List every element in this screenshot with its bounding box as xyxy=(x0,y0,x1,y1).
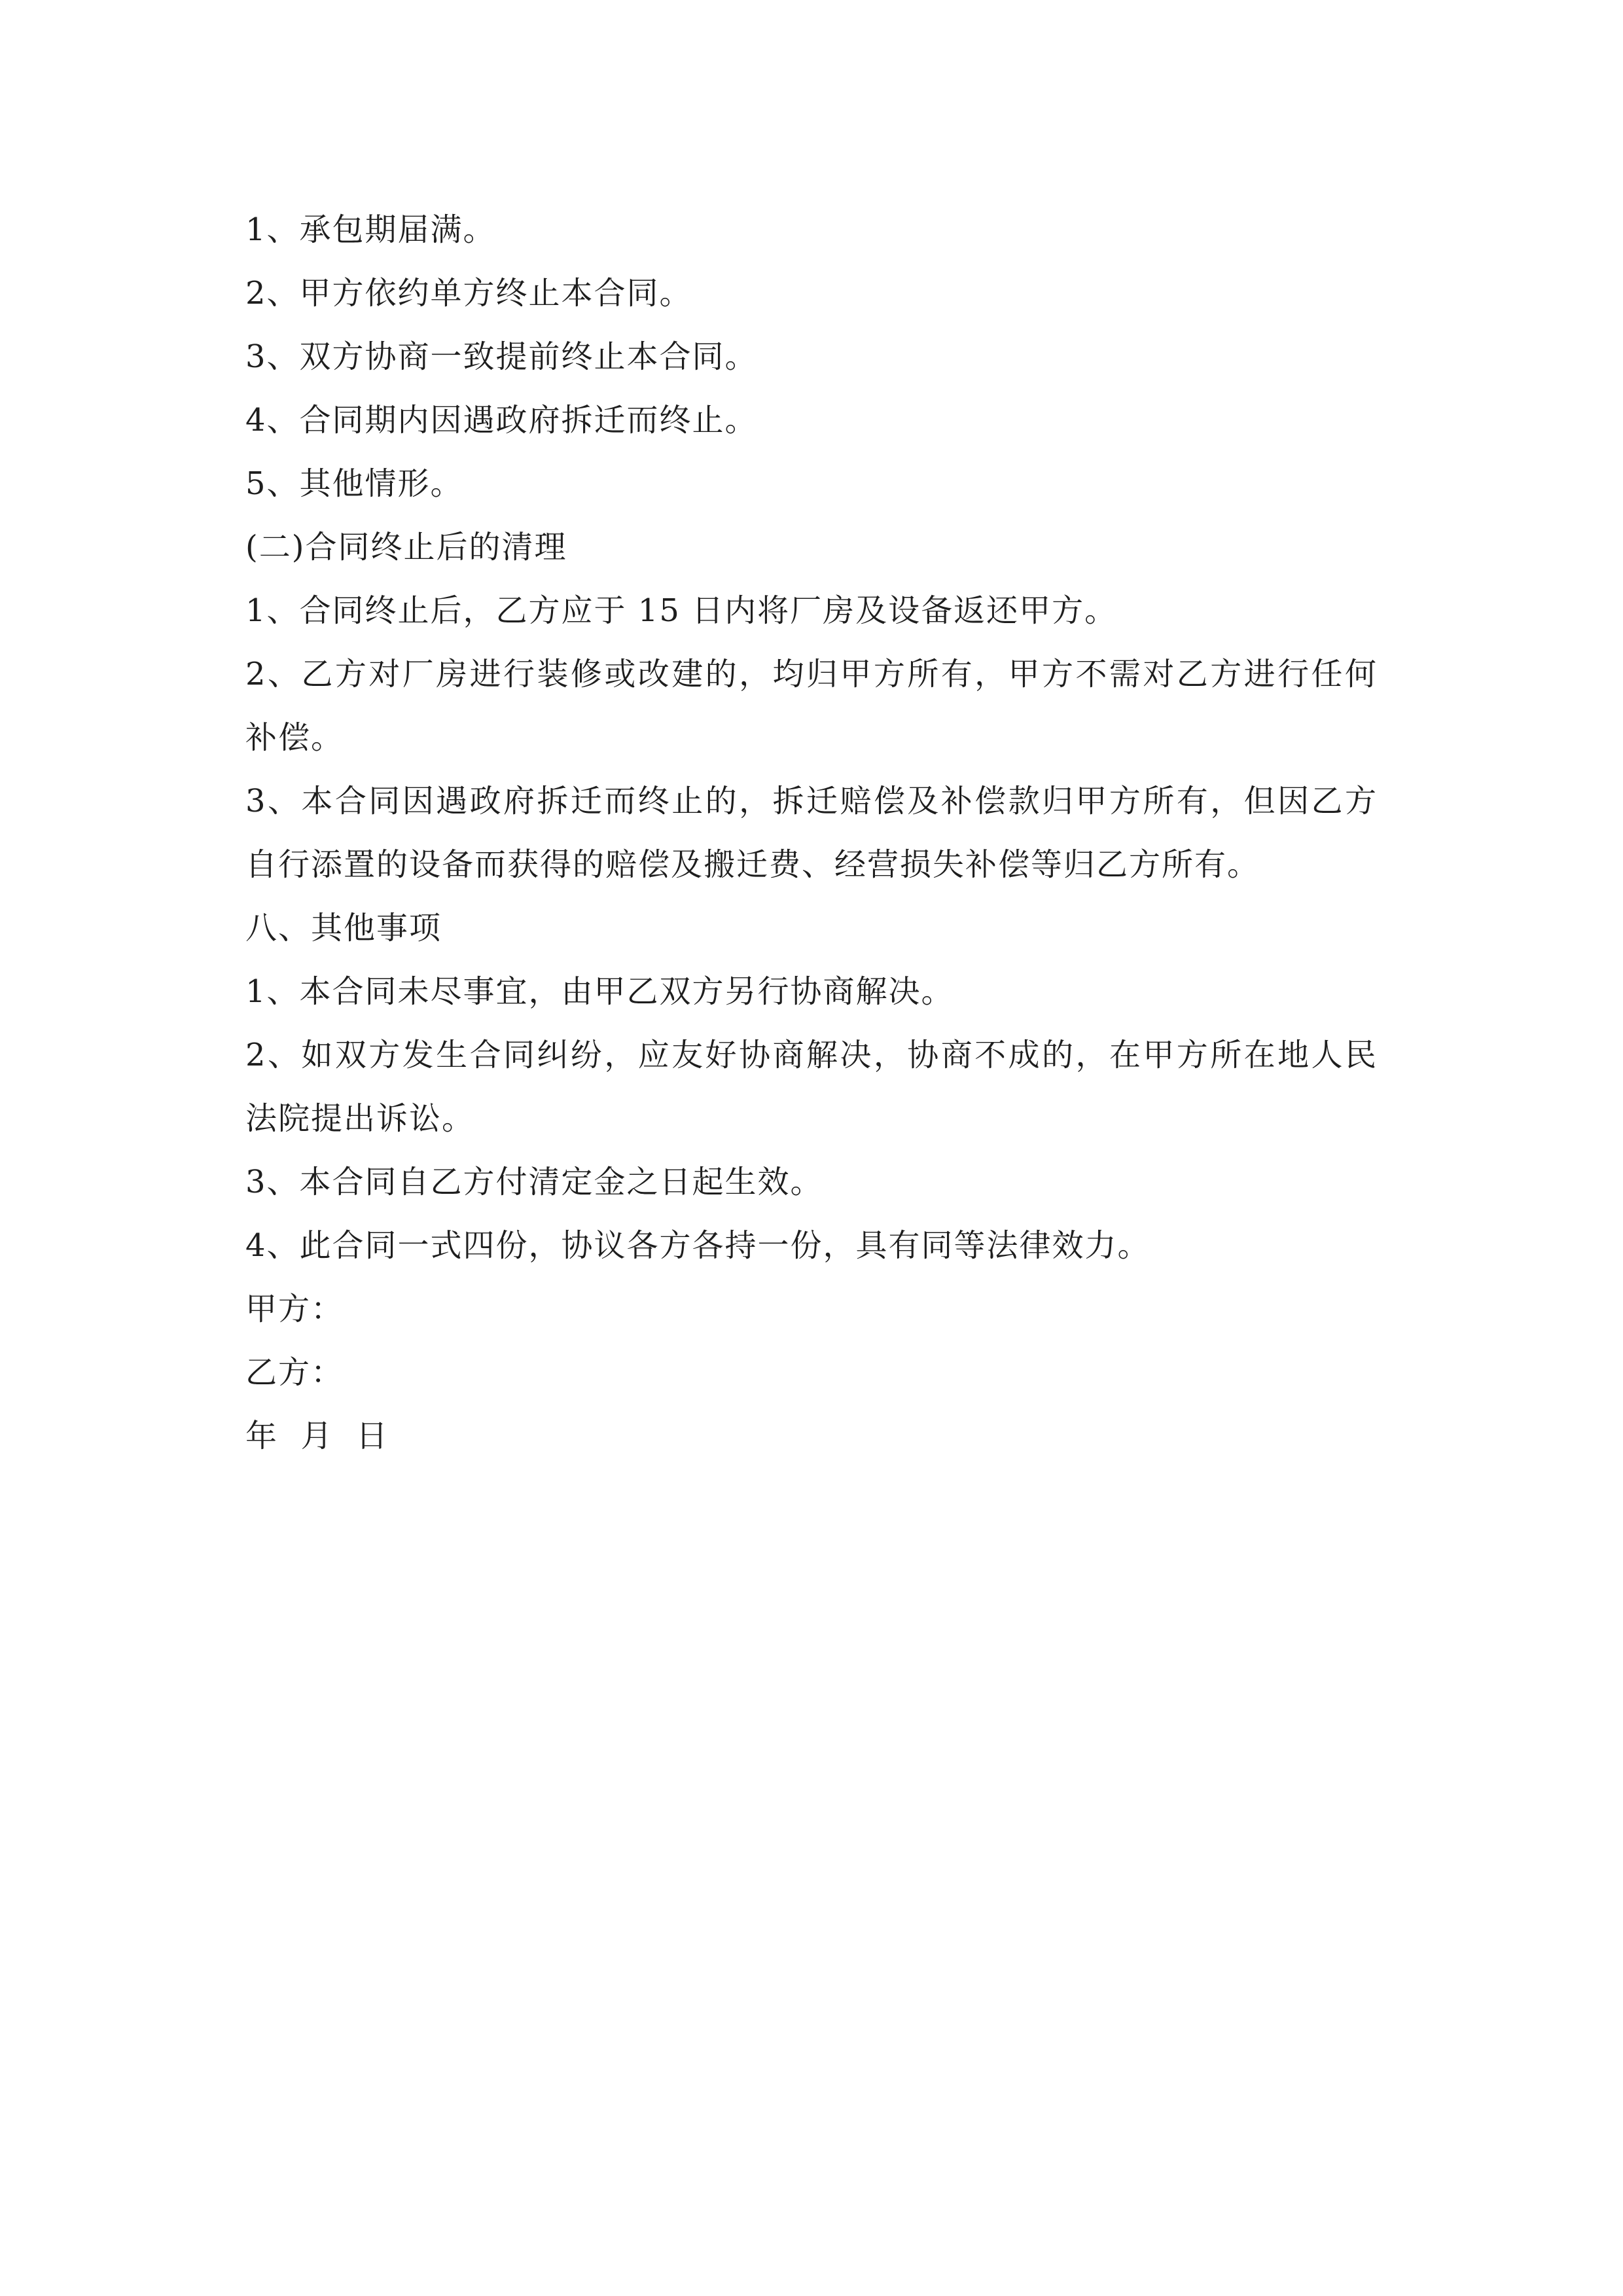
section-heading-other-matters: 八、其他事项 xyxy=(245,910,442,946)
clause-demolition-termination: 4、合同期内因遇政府拆迁而终止。 xyxy=(245,402,758,439)
clause-renovation-ownership: 2、乙方对厂房进行装修或改建的，均归甲方所有，甲方不需对乙方进行任何补偿。 xyxy=(245,656,1378,756)
clause-mutual-termination: 3、双方协商一致提前终止本合同。 xyxy=(245,338,758,375)
clause-effective-date: 3、本合同自乙方付清定金之日起生效。 xyxy=(245,1164,823,1200)
signature-party-b: 乙方： xyxy=(245,1354,344,1391)
clause-demolition-compensation: 3、本合同因遇政府拆迁而终止的，拆迁赔偿及补偿款归甲方所有，但因乙方自行添置的设备而获得的赔偿及搬迁费、经营损失补偿等归乙方所有。 xyxy=(245,783,1378,883)
clause-term-expiry: 1、承包期届满。 xyxy=(245,211,496,248)
signature-party-a: 甲方： xyxy=(245,1291,344,1327)
clause-return-equipment: 1、合同终止后，乙方应于 15 日内将厂房及设备返还甲方。 xyxy=(245,592,1118,629)
section-heading-settlement: (二)合同终止后的清理 xyxy=(245,529,567,565)
clause-party-a-termination: 2、甲方依约单方终止本合同。 xyxy=(245,275,692,312)
document-body xyxy=(245,198,1378,1468)
signature-date: 年 月 日 xyxy=(245,1418,389,1454)
clause-dispute-resolution: 2、如双方发生合同纠纷，应友好协商解决，协商不成的，在甲方所在地人民法院提出诉讼。 xyxy=(245,1037,1378,1137)
clause-unresolved-matters: 1、本合同未尽事宜，由甲乙双方另行协商解决。 xyxy=(245,973,954,1010)
clause-copies: 4、此合同一式四份，协议各方各持一份，具有同等法律效力。 xyxy=(245,1227,1150,1264)
clause-other-circumstances: 5、其他情形。 xyxy=(245,465,463,502)
